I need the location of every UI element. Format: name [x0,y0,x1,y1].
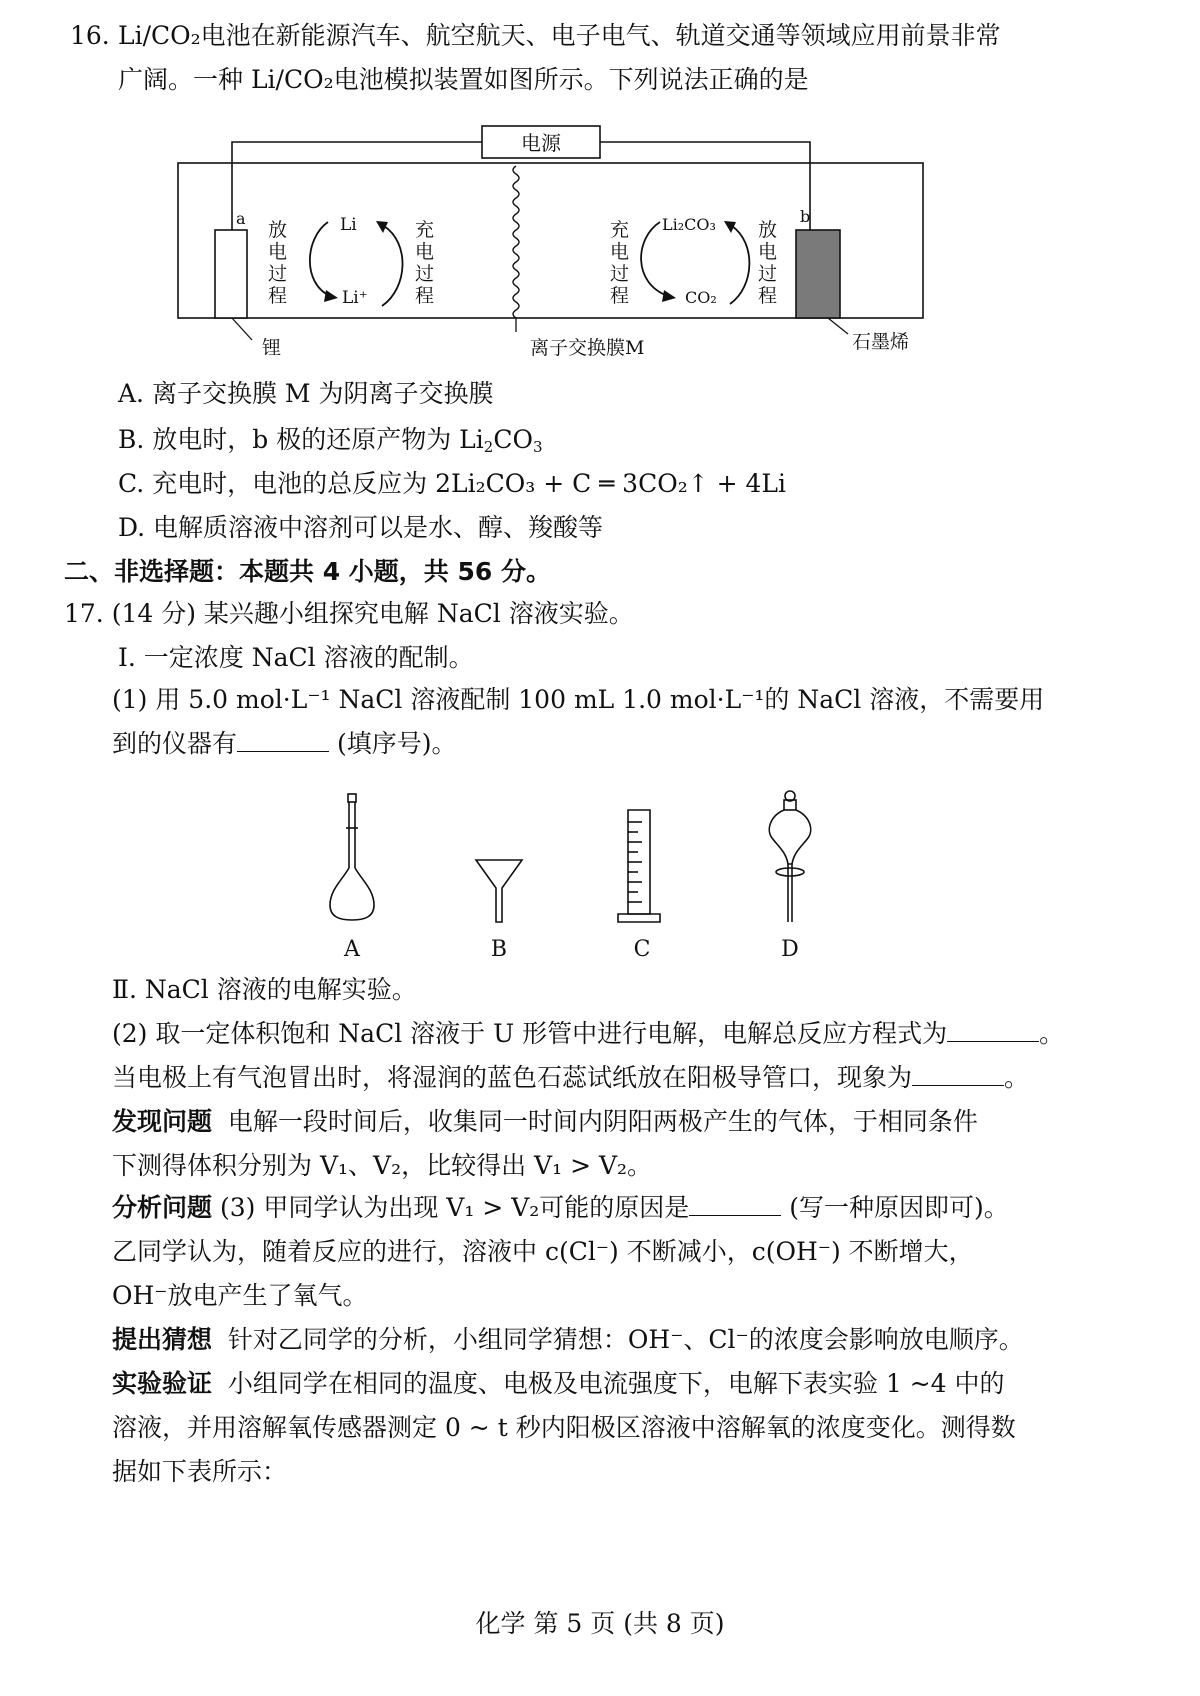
electrode-a-label: a [236,209,246,228]
volumetric-flask-icon [330,794,374,920]
q16-number: 16. [70,21,110,50]
measuring-cylinder-icon [618,810,660,922]
apparatus-figure [300,790,860,970]
page-footer: 化学 第 5 页 (共 8 页) [475,1609,725,1638]
answer-blank-1[interactable] [237,729,329,752]
apparatus-label-a: A [344,937,360,962]
graphene-electrode [796,230,840,318]
right-species-co2: CO₂ [685,288,717,307]
yi-analysis-line2: OH⁻放电产生了氧气。 [112,1281,368,1310]
left-discharge-process: 放电过程 [268,219,288,307]
find-problem-line2: 下测得体积分别为 V₁、V₂，比较得出 V₁ > V₂。 [112,1151,653,1180]
apparatus-label-b: B [490,937,508,962]
option-c: C. 充电时，电池的总反应为 2Li₂CO₃ + C ═ 3CO₂↑ + 4Li [118,469,787,498]
apparatus-label-d: D [781,937,799,962]
power-source-label: 电源 [521,131,561,155]
ion-exchange-membrane [513,166,519,318]
left-charge-process: 充电过程 [415,219,435,307]
right-species-li2co3: Li₂CO₃ [662,215,716,234]
find-problem-line1: 发现问题 电解一段时间后，收集同一时间内阴阳两极产生的气体，于相同条件 [112,1107,978,1136]
answer-blank-4[interactable] [689,1193,781,1216]
verification-line3: 据如下表所示： [112,1457,288,1486]
right-charge-process: 充电过程 [610,219,630,307]
lithium-electrode [215,230,247,318]
q17-part2-title: Ⅱ. NaCl 溶液的电解实验。 [112,975,417,1004]
answer-blank-2[interactable] [947,1019,1039,1042]
option-d: D. 电解质溶液中溶剂可以是水、醇、羧酸等 [118,513,604,542]
separatory-funnel-icon [769,791,810,922]
left-species-li-ion: Li⁺ [342,288,368,308]
q17-q2-line2: 当电极上有气泡冒出时，将湿润的蓝色石蕊试纸放在阳极导管口，现象为 。 [112,1063,1030,1092]
electrode-b-label: b [800,207,811,226]
q16-stem-line2: 广阔。一种 Li/CO₂电池模拟装置如图所示。下列说法正确的是 [118,65,809,94]
yi-analysis-line1: 乙同学认为，随着反应的进行，溶液中 c(Cl⁻) 不断减小，c(OH⁻) 不断增大， [112,1237,974,1266]
right-discharge-process: 放电过程 [758,219,778,307]
q17-q2-line1: (2) 取一定体积饱和 NaCl 溶液于 U 形管中进行电解，电解总反应方程式为 。 [112,1019,1065,1048]
hypothesis-line: 提出猜想 针对乙同学的分析，小组同学猜想：OH⁻、Cl⁻的浓度会影响放电顺序。 [112,1325,1024,1354]
q17-heading: 17. (14 分) 某兴趣小组探究电解 NaCl 溶液实验。 [64,599,634,628]
answer-blank-3[interactable] [912,1063,1004,1086]
q17-q1-line2: 到的仪器有 (填序号)。 [112,729,457,758]
option-b: B. 放电时，b 极的还原产物为 $Li_2CO_3$ [118,425,543,456]
left-species-li: Li [340,215,357,235]
battery-diagram [170,118,950,368]
apparatus-label-c: C [633,937,651,962]
label-lithium: 锂 [262,337,282,359]
q17-part1-title: Ⅰ. 一定浓度 NaCl 溶液的配制。 [118,643,474,672]
option-a: A. 离子交换膜 M 为阴离子交换膜 [118,379,494,408]
verification-line2: 溶液，并用溶解氧传感器测定 0 ~ t 秒内阳极区溶液中溶解氧的浓度变化。测得数 [112,1413,1016,1442]
q17-q1-line1: (1) 用 5.0 mol·L⁻¹ NaCl 溶液配制 100 mL 1.0 mol·L⁻¹的 NaCl 溶液，不需要用 [112,685,1045,714]
q16-stem-line1: Li/CO₂电池在新能源汽车、航空航天、电子电气、轨道交通等领域应用前景非常 [118,21,1001,50]
section-heading: 二、非选择题：本题共 4 小题，共 56 分。 [64,557,552,586]
funnel-icon [476,860,522,922]
label-graphene: 石墨烯 [852,331,910,353]
analyze-problem-line: 分析问题 (3) 甲同学认为出现 V₁ > V₂可能的原因是 (写一种原因即可)。 [112,1193,1009,1222]
label-membrane-m: 离子交换膜M [530,337,645,359]
verification-line1: 实验验证 小组同学在相同的温度、电极及电流强度下，电解下表实验 1 ~4 中的 [112,1369,1005,1398]
